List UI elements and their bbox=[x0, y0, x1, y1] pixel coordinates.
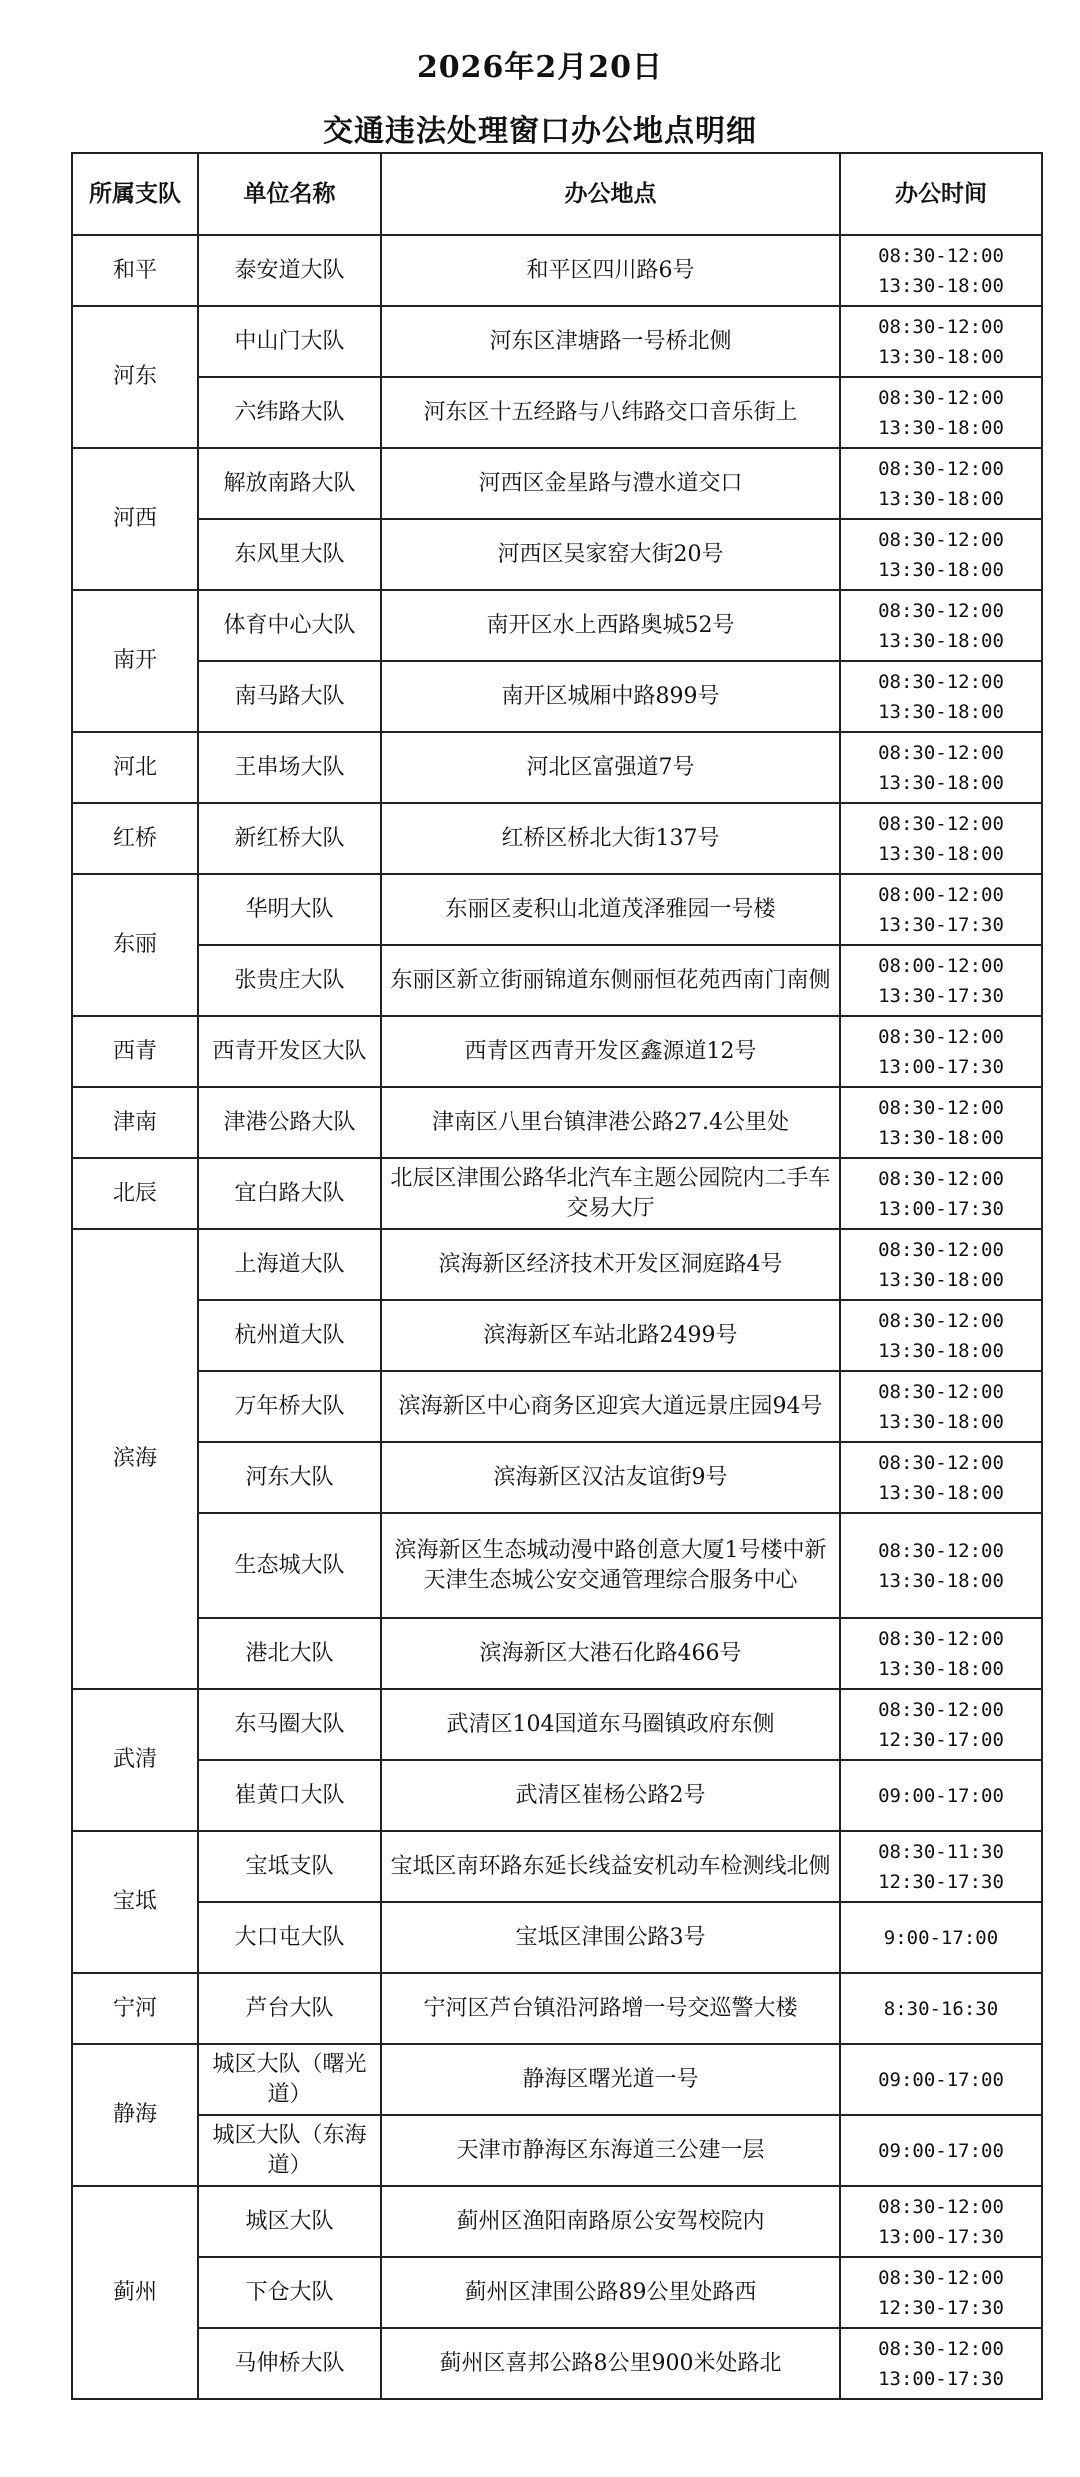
table-row bbox=[72, 1158, 1042, 1229]
office-hours-line: 13:30-18:00 bbox=[878, 487, 1004, 510]
office-hours-line: 08:30-12:00 bbox=[878, 741, 1004, 764]
address-cell: 西青区西青开发区鑫源道12号 bbox=[381, 1016, 840, 1087]
unit-name-cell: 大口屯大队 bbox=[198, 1902, 381, 1973]
unit-name-cell: 宝坻支队 bbox=[198, 1831, 381, 1902]
table-row bbox=[72, 1618, 1042, 1689]
office-hours-cell bbox=[840, 1300, 1042, 1371]
office-hours-line: 08:30-12:00 bbox=[878, 599, 1004, 622]
district-cell: 南开 bbox=[72, 590, 198, 732]
office-hours-line: 08:30-12:00 bbox=[878, 2195, 1004, 2218]
district-cell: 蓟州 bbox=[72, 2186, 198, 2399]
unit-name-cell: 马伸桥大队 bbox=[198, 2328, 381, 2399]
address-cell: 宝坻区津围公路3号 bbox=[381, 1902, 840, 1973]
district-cell: 宝坻 bbox=[72, 1831, 198, 1973]
office-hours-cell bbox=[840, 661, 1042, 732]
office-hours-cell bbox=[840, 590, 1042, 661]
office-hours-line: 08:30-12:00 bbox=[878, 528, 1004, 551]
office-hours-line: 08:30-12:00 bbox=[878, 1238, 1004, 1261]
table-header-row bbox=[72, 153, 1042, 235]
office-hours-line: 13:30-17:30 bbox=[878, 913, 1004, 936]
office-hours-line: 12:30-17:30 bbox=[878, 1870, 1004, 1893]
unit-name-cell: 东风里大队 bbox=[198, 519, 381, 590]
office-hours-line: 13:00-17:30 bbox=[878, 1197, 1004, 1220]
office-hours-cell bbox=[840, 803, 1042, 874]
header-district: 所属支队 bbox=[72, 153, 198, 235]
office-hours-line: 08:00-12:00 bbox=[878, 883, 1004, 906]
office-hours-line: 13:30-18:00 bbox=[878, 1569, 1004, 1592]
office-hours-line: 8:30-16:30 bbox=[883, 1997, 999, 2020]
header-hours: 办公时间 bbox=[840, 153, 1042, 235]
header-unit: 单位名称 bbox=[198, 153, 381, 235]
office-hours-line: 13:30-18:00 bbox=[878, 345, 1004, 368]
unit-name-cell: 万年桥大队 bbox=[198, 1371, 381, 1442]
address-cell: 天津市静海区东海道三公建一层 bbox=[381, 2115, 840, 2186]
office-hours-line: 08:30-12:00 bbox=[878, 244, 1004, 267]
table-row bbox=[72, 803, 1042, 874]
district-cell: 宁河 bbox=[72, 1973, 198, 2044]
office-hours-line: 08:30-12:00 bbox=[878, 1380, 1004, 1403]
address-cell: 蓟州区喜邦公路8公里900米处路北 bbox=[381, 2328, 840, 2399]
address-cell: 滨海新区生态城动漫中路创意大厦1号楼中新天津生态城公安交通管理综合服务中心 bbox=[381, 1513, 840, 1618]
table-row bbox=[72, 1689, 1042, 1760]
office-hours-line: 13:30-17:30 bbox=[878, 984, 1004, 1007]
address-cell: 南开区水上西路奥城52号 bbox=[381, 590, 840, 661]
office-hours-cell bbox=[840, 1513, 1042, 1618]
table-row bbox=[72, 1760, 1042, 1831]
header-address: 办公地点 bbox=[381, 153, 840, 235]
office-hours-cell bbox=[840, 2257, 1042, 2328]
table-row bbox=[72, 2044, 1042, 2115]
office-hours-line: 13:30-18:00 bbox=[878, 1481, 1004, 1504]
unit-name-cell: 宜白路大队 bbox=[198, 1158, 381, 1229]
table-body bbox=[72, 235, 1042, 2399]
office-hours-line: 08:30-12:00 bbox=[878, 1167, 1004, 1190]
office-hours-cell bbox=[840, 306, 1042, 377]
office-hours-line: 08:30-12:00 bbox=[878, 1451, 1004, 1474]
document-date: 2026年2月20日 bbox=[416, 50, 664, 85]
table-row bbox=[72, 2186, 1042, 2257]
unit-name-cell: 南马路大队 bbox=[198, 661, 381, 732]
unit-name-cell: 东马圈大队 bbox=[198, 1689, 381, 1760]
office-hours-line: 08:30-12:00 bbox=[878, 812, 1004, 835]
address-cell: 蓟州区渔阳南路原公安驾校院内 bbox=[381, 2186, 840, 2257]
table-row bbox=[72, 519, 1042, 590]
table-row bbox=[72, 874, 1042, 945]
office-hours-cell bbox=[840, 235, 1042, 306]
unit-name-cell: 新红桥大队 bbox=[198, 803, 381, 874]
table-row bbox=[72, 1371, 1042, 1442]
district-cell: 静海 bbox=[72, 2044, 198, 2186]
unit-name-cell: 六纬路大队 bbox=[198, 377, 381, 448]
office-hours-cell bbox=[840, 1371, 1042, 1442]
table-row bbox=[72, 732, 1042, 803]
table-row bbox=[72, 1513, 1042, 1618]
office-hours-line: 08:30-12:00 bbox=[878, 670, 1004, 693]
address-cell: 南开区城厢中路899号 bbox=[381, 661, 840, 732]
address-cell: 武清区崔杨公路2号 bbox=[381, 1760, 840, 1831]
office-hours-line: 08:30-12:00 bbox=[878, 2266, 1004, 2289]
unit-name-cell: 津港公路大队 bbox=[198, 1087, 381, 1158]
unit-name-cell: 芦台大队 bbox=[198, 1973, 381, 2044]
office-hours-cell bbox=[840, 1229, 1042, 1300]
table-row bbox=[72, 1973, 1042, 2044]
address-cell: 滨海新区汉沽友谊街9号 bbox=[381, 1442, 840, 1513]
address-cell: 滨海新区大港石化路466号 bbox=[381, 1618, 840, 1689]
table-row bbox=[72, 1016, 1042, 1087]
office-hours-line: 08:30-12:00 bbox=[878, 457, 1004, 480]
office-hours-cell bbox=[840, 2115, 1042, 2186]
unit-name-cell: 港北大队 bbox=[198, 1618, 381, 1689]
table-row bbox=[72, 661, 1042, 732]
document-title: 交通违法处理窗口办公地点明细 bbox=[323, 114, 757, 149]
address-cell: 东丽区麦积山北道茂泽雅园一号楼 bbox=[381, 874, 840, 945]
table-row bbox=[72, 945, 1042, 1016]
unit-name-cell: 解放南路大队 bbox=[198, 448, 381, 519]
office-hours-line: 13:30-18:00 bbox=[878, 629, 1004, 652]
office-hours-cell bbox=[840, 732, 1042, 803]
office-hours-cell bbox=[840, 1087, 1042, 1158]
office-hours-cell bbox=[840, 1442, 1042, 1513]
unit-name-cell: 王串场大队 bbox=[198, 732, 381, 803]
office-hours-line: 08:00-12:00 bbox=[878, 954, 1004, 977]
unit-name-cell: 下仓大队 bbox=[198, 2257, 381, 2328]
office-hours-line: 13:00-17:30 bbox=[878, 1055, 1004, 1078]
district-cell: 和平 bbox=[72, 235, 198, 306]
district-cell: 西青 bbox=[72, 1016, 198, 1087]
office-hours-line: 12:30-17:30 bbox=[878, 2296, 1004, 2319]
address-cell: 滨海新区车站北路2499号 bbox=[381, 1300, 840, 1371]
office-hours-line: 08:30-12:00 bbox=[878, 1025, 1004, 1048]
table-row bbox=[72, 2115, 1042, 2186]
unit-name-cell: 杭州道大队 bbox=[198, 1300, 381, 1371]
table-row bbox=[72, 306, 1042, 377]
office-hours-line: 13:30-18:00 bbox=[878, 274, 1004, 297]
address-cell: 滨海新区中心商务区迎宾大道远景庄园94号 bbox=[381, 1371, 840, 1442]
office-hours-line: 08:30-12:00 bbox=[878, 1539, 1004, 1562]
office-hours-line: 13:30-18:00 bbox=[878, 558, 1004, 581]
district-cell: 河东 bbox=[72, 306, 198, 448]
office-hours-line: 13:00-17:30 bbox=[878, 2225, 1004, 2248]
unit-name-cell: 城区大队 bbox=[198, 2186, 381, 2257]
office-hours-cell bbox=[840, 874, 1042, 945]
office-hours-line: 08:30-12:00 bbox=[878, 1698, 1004, 1721]
office-hours-cell bbox=[840, 1760, 1042, 1831]
office-hours-cell bbox=[840, 1158, 1042, 1229]
address-cell: 河北区富强道7号 bbox=[381, 732, 840, 803]
office-hours-line: 13:30-18:00 bbox=[878, 1126, 1004, 1149]
unit-name-cell: 张贵庄大队 bbox=[198, 945, 381, 1016]
district-cell: 河北 bbox=[72, 732, 198, 803]
address-cell: 东丽区新立街丽锦道东侧丽恒花苑西南门南侧 bbox=[381, 945, 840, 1016]
address-cell: 河西区金星路与澧水道交口 bbox=[381, 448, 840, 519]
unit-name-cell: 体育中心大队 bbox=[198, 590, 381, 661]
address-cell: 宁河区芦台镇沿河路增一号交巡警大楼 bbox=[381, 1973, 840, 2044]
unit-name-cell: 上海道大队 bbox=[198, 1229, 381, 1300]
unit-name-cell: 华明大队 bbox=[198, 874, 381, 945]
office-hours-line: 13:00-17:30 bbox=[878, 2367, 1004, 2390]
unit-name-cell: 河东大队 bbox=[198, 1442, 381, 1513]
office-hours-line: 13:30-18:00 bbox=[878, 1657, 1004, 1680]
office-hours-line: 09:00-17:00 bbox=[878, 2068, 1004, 2091]
office-hours-line: 08:30-12:00 bbox=[878, 315, 1004, 338]
office-hours-cell bbox=[840, 1618, 1042, 1689]
office-hours-cell bbox=[840, 1831, 1042, 1902]
table-row bbox=[72, 1229, 1042, 1300]
address-cell: 河东区津塘路一号桥北侧 bbox=[381, 306, 840, 377]
unit-name-cell: 崔黄口大队 bbox=[198, 1760, 381, 1831]
office-hours-cell bbox=[840, 2044, 1042, 2115]
table-row bbox=[72, 1300, 1042, 1371]
office-hours-cell bbox=[840, 2328, 1042, 2399]
unit-name-cell: 西青开发区大队 bbox=[198, 1016, 381, 1087]
table-row bbox=[72, 1902, 1042, 1973]
office-hours-line: 9:00-17:00 bbox=[883, 1926, 999, 1949]
office-hours-line: 13:30-18:00 bbox=[878, 1410, 1004, 1433]
office-hours-line: 08:30-12:00 bbox=[878, 2337, 1004, 2360]
address-cell: 河西区吴家窑大街20号 bbox=[381, 519, 840, 590]
unit-name-cell: 城区大队（曙光道） bbox=[198, 2044, 381, 2115]
office-hours-line: 08:30-12:00 bbox=[878, 1309, 1004, 1332]
office-hours-line: 08:30-12:00 bbox=[878, 1627, 1004, 1650]
district-cell: 滨海 bbox=[72, 1229, 198, 1689]
office-hours-line: 13:30-18:00 bbox=[878, 700, 1004, 723]
table-row bbox=[72, 377, 1042, 448]
office-hours-line: 08:30-12:00 bbox=[878, 386, 1004, 409]
office-hours-cell bbox=[840, 1902, 1042, 1973]
office-hours-line: 09:00-17:00 bbox=[878, 1784, 1004, 1807]
office-hours-cell bbox=[840, 377, 1042, 448]
address-cell: 蓟州区津围公路89公里处路西 bbox=[381, 2257, 840, 2328]
table-row bbox=[72, 448, 1042, 519]
district-cell: 武清 bbox=[72, 1689, 198, 1831]
office-hours-cell bbox=[840, 519, 1042, 590]
office-hours-cell bbox=[840, 945, 1042, 1016]
office-hours-line: 13:30-18:00 bbox=[878, 1339, 1004, 1362]
address-cell: 静海区曙光道一号 bbox=[381, 2044, 840, 2115]
office-hours-cell bbox=[840, 1973, 1042, 2044]
unit-name-cell: 泰安道大队 bbox=[198, 235, 381, 306]
address-cell: 红桥区桥北大街137号 bbox=[381, 803, 840, 874]
table-row bbox=[72, 2257, 1042, 2328]
address-cell: 北辰区津围公路华北汽车主题公园院内二手车交易大厅 bbox=[381, 1158, 840, 1229]
address-cell: 宝坻区南环路东延长线益安机动车检测线北侧 bbox=[381, 1831, 840, 1902]
address-cell: 武清区104国道东马圈镇政府东侧 bbox=[381, 1689, 840, 1760]
table-row bbox=[72, 1442, 1042, 1513]
office-hours-cell bbox=[840, 1016, 1042, 1087]
address-cell: 滨海新区经济技术开发区洞庭路4号 bbox=[381, 1229, 840, 1300]
office-hours-line: 13:30-18:00 bbox=[878, 771, 1004, 794]
district-cell: 河西 bbox=[72, 448, 198, 590]
office-hours-line: 08:30-12:00 bbox=[878, 1096, 1004, 1119]
office-hours-line: 13:30-18:00 bbox=[878, 416, 1004, 439]
office-hours-cell bbox=[840, 448, 1042, 519]
unit-name-cell: 中山门大队 bbox=[198, 306, 381, 377]
address-cell: 津南区八里台镇津港公路27.4公里处 bbox=[381, 1087, 840, 1158]
office-hours-line: 13:30-18:00 bbox=[878, 1268, 1004, 1291]
office-hours-line: 09:00-17:00 bbox=[878, 2139, 1004, 2162]
office-hours-cell bbox=[840, 1689, 1042, 1760]
office-hours-line: 08:30-11:30 bbox=[878, 1840, 1004, 1863]
table-row bbox=[72, 1087, 1042, 1158]
district-cell: 东丽 bbox=[72, 874, 198, 1016]
office-hours-line: 12:30-17:00 bbox=[878, 1728, 1004, 1751]
office-locations-table bbox=[71, 152, 1043, 2400]
unit-name-cell: 城区大队（东海道） bbox=[198, 2115, 381, 2186]
office-hours-line: 13:30-18:00 bbox=[878, 842, 1004, 865]
district-cell: 红桥 bbox=[72, 803, 198, 874]
district-cell: 津南 bbox=[72, 1087, 198, 1158]
office-hours-cell bbox=[840, 2186, 1042, 2257]
address-cell: 和平区四川路6号 bbox=[381, 235, 840, 306]
address-cell: 河东区十五经路与八纬路交口音乐街上 bbox=[381, 377, 840, 448]
table-row bbox=[72, 235, 1042, 306]
table-row bbox=[72, 1831, 1042, 1902]
district-cell: 北辰 bbox=[72, 1158, 198, 1229]
table-row bbox=[72, 2328, 1042, 2399]
table-row bbox=[72, 590, 1042, 661]
unit-name-cell: 生态城大队 bbox=[198, 1513, 381, 1618]
